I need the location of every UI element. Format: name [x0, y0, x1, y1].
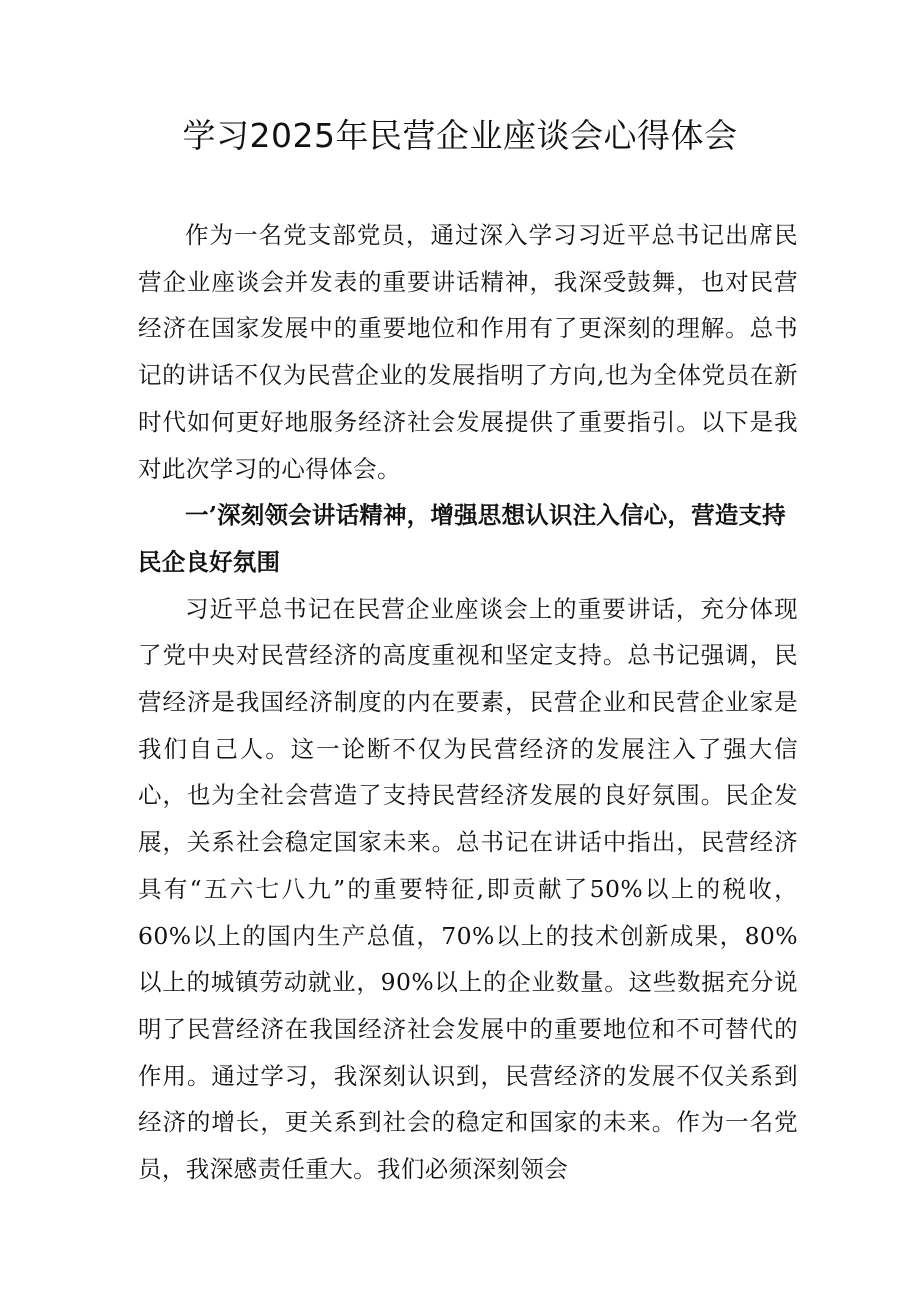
document-body [138, 212, 798, 1193]
section-heading-1: 一’深刻领会讲话精神，增强思想认识注入信心，营造支持民企良好氛围 [138, 501, 786, 576]
document-title: 学习2025年民营企业座谈会心得体会 [182, 116, 738, 155]
intro-paragraph: 作为一名党支部党员，通过深入学习习近平总书记出席民营企业座谈会并发表的重要讲话精神，我深受鼓舞，也对民营经济在国家发展中的重要地位和作用有了更深刻的理解。总书记的讲话不仅为民营企业的发展指明了方向,也为全体党员在新时代如何更好地服务经济社会发展提供了重要指引。以下是我对此次学习的心得体会。 [138, 221, 798, 483]
section-1-paragraph: 习近平总书记在民营企业座谈会上的重要讲话，充分体现了党中央对民营经济的高度重视和坚定支持。总书记强调，民营经济是我国经济制度的内在要素，民营企业和民营企业家是我们自己人。这一论断不仅为民营经济的发展注入了强大信心，也为全社会营造了支持民营经济发展的良好氛围。民企发展，关系社会稳定国家未来。总书记在讲话中指出，民营经济具有“五六七八九”的重要特征,即贡献了50%以上的税收，60%以上的国内生产总值，70%以上的技术创新成果，80%以上的城镇劳动就业，90%以上的企业数量。这些数据充分说明了民营经济在我国经济社会发展中的重要地位和不可替代的作用。通过学习，我深刻认识到，民营经济的发展不仅关系到经济的增长，更关系到社会的稳定和国家的未来。作为一名党员，我深感责任重大。我们必须深刻领会 [138, 594, 798, 1184]
